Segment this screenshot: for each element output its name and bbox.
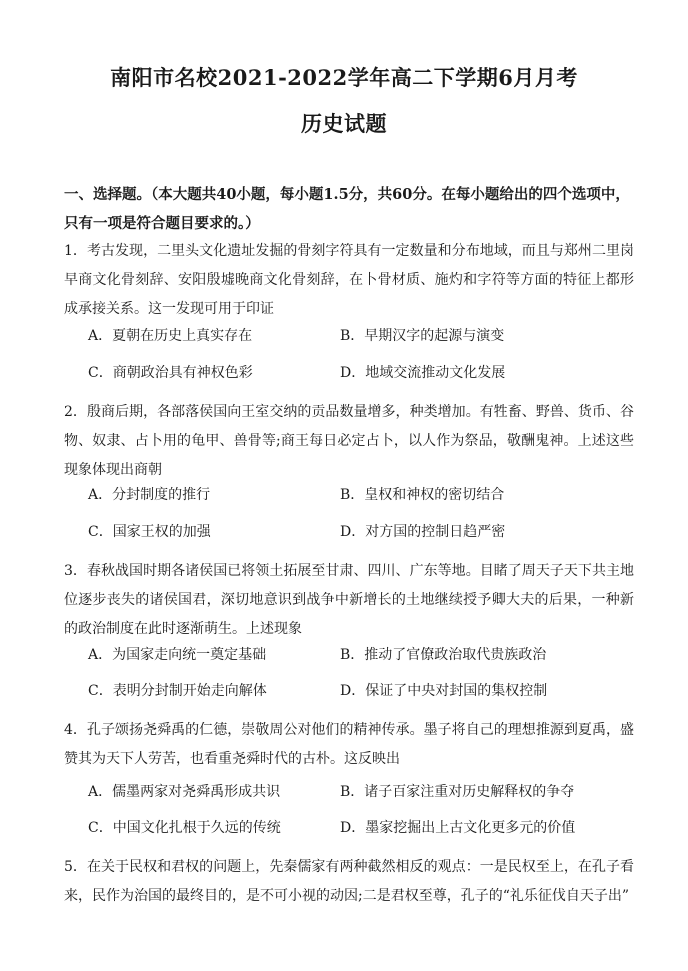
question-4-option-b: B．诸子百家注重对历史解释权的争夺 — [340, 784, 575, 800]
exam-subtitle: 历史试题 — [301, 111, 387, 136]
question-4-option-a: A．儒墨两家对尧舜禹形成共识 — [88, 784, 281, 800]
question-1-option-b: B．早期汉字的起源与演变 — [340, 328, 505, 344]
question-3-stem: 3．春秋战国时期各诸侯国已将领土拓展至甘肃、四川、广东等地。目睹了周天子天下共主地位逐步丧失的诸侯国君，深切地意识到战争中新增长的土地继续授予卿大夫的后果，一种新的政治制度在此时逐渐萌生。上述现象 — [64, 563, 634, 637]
question-2-option-d: D．对方国的控制日趋严密 — [340, 524, 506, 540]
question-3-option-b: B．推动了官僚政治取代贵族政治 — [340, 647, 547, 663]
question-4-option-d: D．墨家挖掘出上古文化更多元的价值 — [340, 820, 576, 836]
section-heading: 一、选择题。（本大题共40小题，每小题1.5分，共60分。在每小题给出的四个选项中，只有一项是符合题目要求的。） — [64, 186, 630, 232]
question-4-stem: 4．孔子颂扬尧舜禹的仁德，崇敬周公对他们的精神传承。墨子将自己的理想推源到夏禹，盛赞其为天下人劳苦，也看重尧舜时代的古朴。这反映出 — [64, 722, 634, 767]
exam-title: 南阳市名校2021-2022学年高二下学期6月月考 — [110, 65, 578, 90]
question-2-option-b: B．皇权和神权的密切结合 — [340, 487, 505, 503]
question-2-option-c: C．国家王权的加强 — [88, 524, 211, 540]
question-2-option-a: A．分封制度的推行 — [88, 487, 211, 503]
question-3-option-a: A．为国家走向统一奠定基础 — [88, 647, 267, 663]
question-1-option-a: A．夏朝在历史上真实存在 — [88, 328, 253, 344]
question-4-option-c: C．中国文化扎根于久远的传统 — [88, 820, 281, 836]
question-1-stem: 1．考古发现，二里头文化遗址发掘的骨刻字符具有一定数量和分布地域，而且与郑州二里岗早商文化骨刻辞、安阳殷墟晚商文化骨刻辞，在卜骨材质、施灼和字符等方面的特征上都形成承接关系。这一发现可用于印证 — [64, 243, 634, 317]
question-1-option-d: D．地域交流推动文化发展 — [340, 365, 506, 381]
question-2-stem: 2．殷商后期，各部落侯国向王室交纳的贡品数量增多，种类增加。有牲畜、野兽、货币、谷物、奴隶、占卜用的龟甲、兽骨等;商王每日必定占卜，以人作为祭品，敬酬鬼神。上述这些现象体现出商朝 — [64, 404, 634, 478]
question-3-option-d: D．保证了中央对封国的集权控制 — [340, 683, 548, 699]
question-1-option-c: C．商朝政治具有神权色彩 — [88, 365, 253, 381]
question-3-option-c: C．表明分封制开始走向解体 — [88, 683, 267, 699]
question-5-stem: 5．在关于民权和君权的问题上，先秦儒家有两种截然相反的观点：一是民权至上，在孔子看来，民作为治国的最终目的，是不可小视的动因;二是君权至尊，孔子的“礼乐征伐自天子出” — [64, 859, 634, 904]
